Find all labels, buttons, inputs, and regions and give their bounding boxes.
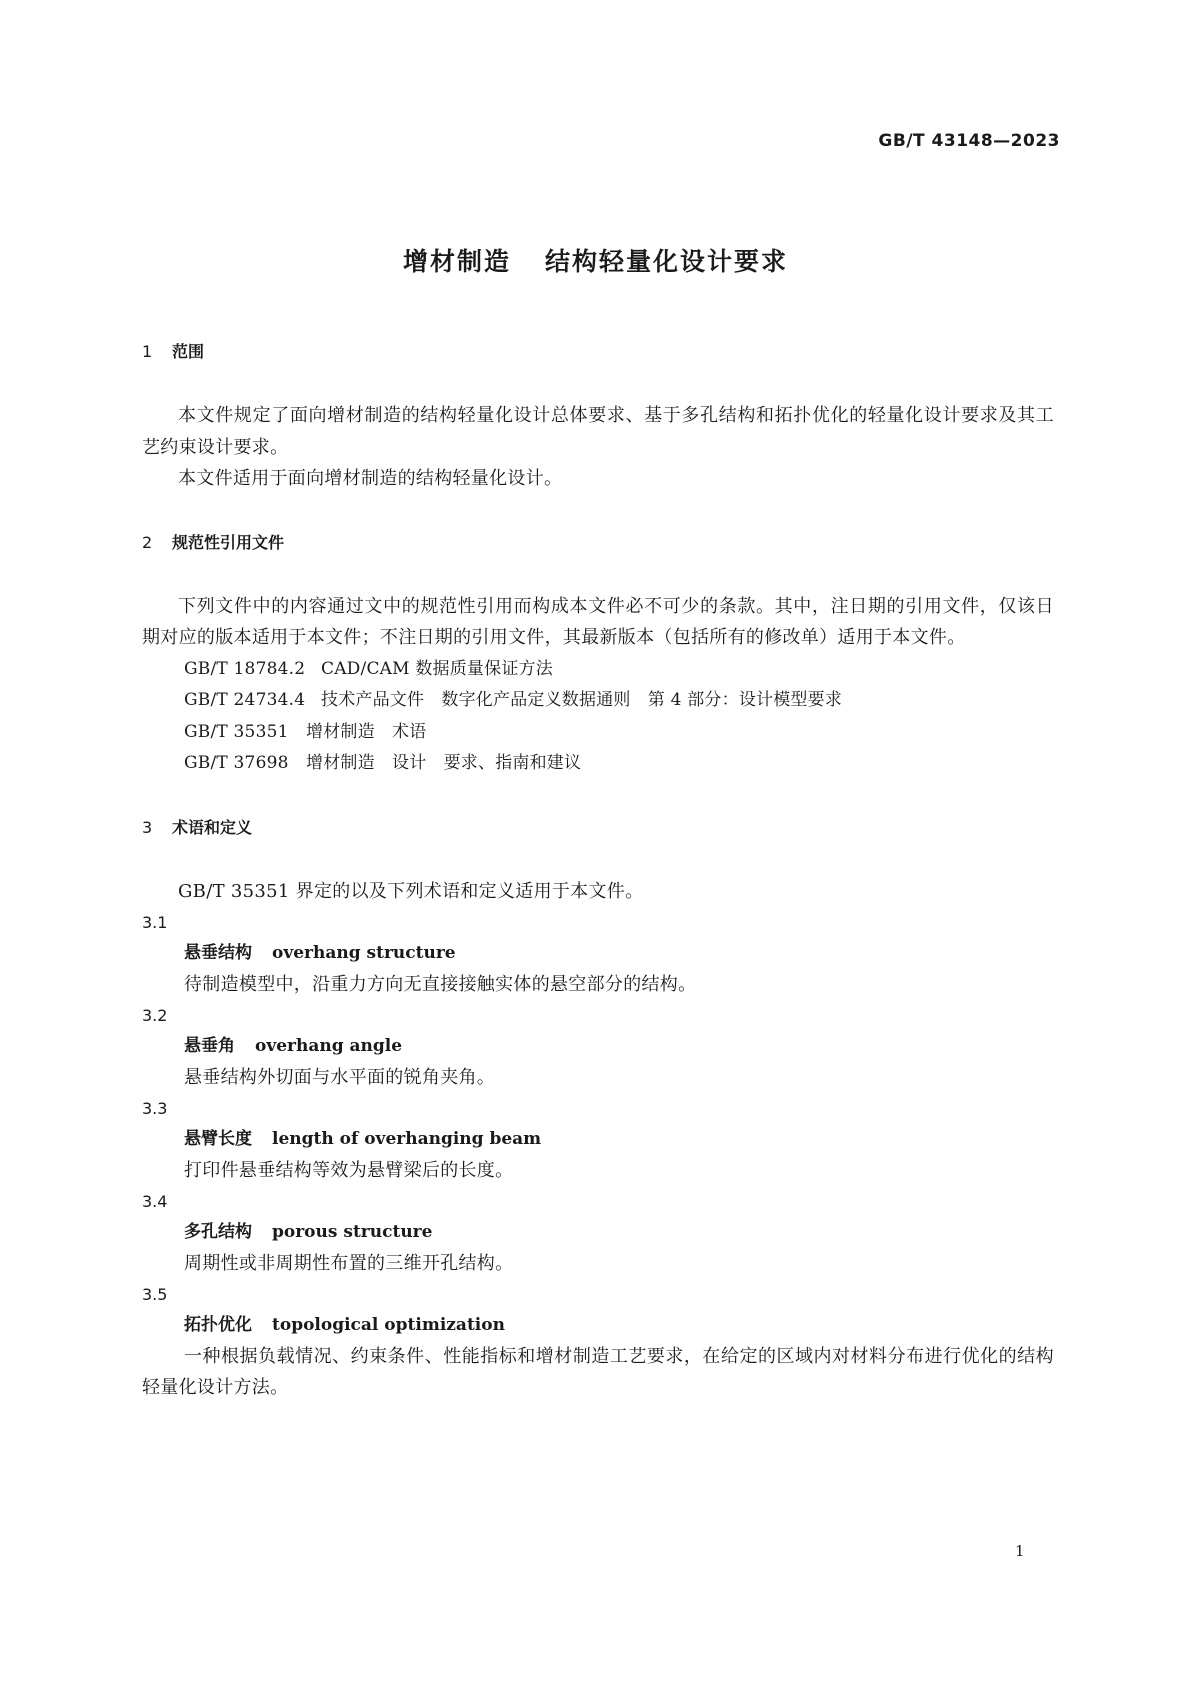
reference-item: GB/T 18784.2 CAD/CAM 数据质量保证方法 xyxy=(184,658,553,679)
section-1-paragraph: 本文件适用于面向增材制造的结构轻量化设计。 xyxy=(178,468,563,489)
term-entry xyxy=(142,1093,1054,1186)
term-number: 3.2 xyxy=(142,1006,168,1025)
section-1-paragraph: 本文件规定了面向增材制造的结构轻量化设计总体要求、基于多孔结构和拓扑优化的轻量化设计要求及其工艺约束设计要求。 xyxy=(142,405,1054,458)
term-heading: 悬垂结构 overhang structure xyxy=(184,943,456,963)
section-1-heading: 1 范围 xyxy=(142,342,205,361)
term-definition: 周期性或非周期性布置的三维开孔结构。 xyxy=(184,1253,514,1274)
term-number: 3.1 xyxy=(142,913,168,932)
term-heading: 悬臂长度 length of overhanging beam xyxy=(184,1129,542,1149)
term-definition: 打印件悬垂结构等效为悬臂梁后的长度。 xyxy=(184,1160,514,1181)
term-number: 3.5 xyxy=(142,1285,168,1304)
term-definition: 一种根据负载情况、约束条件、性能指标和增材制造工艺要求，在给定的区域内对材料分布进行优化的结构轻量化设计方法。 xyxy=(142,1346,1054,1398)
standard-code: GB/T 43148—2023 xyxy=(878,131,1060,151)
document-body xyxy=(142,340,1054,1403)
section-2-heading: 2 规范性引用文件 xyxy=(142,532,285,552)
term-definition: 悬垂结构外切面与水平面的锐角夹角。 xyxy=(184,1067,496,1088)
term-number: 3.3 xyxy=(142,1099,168,1118)
page-number: 1 xyxy=(1015,1542,1025,1560)
reference-item: GB/T 37698 增材制造 设计 要求、指南和建议 xyxy=(184,753,582,773)
term-entry xyxy=(142,1000,1054,1093)
reference-item: GB/T 24734.4 技术产品文件 数字化产品定义数据通则 第 4 部分：设计模型要求 xyxy=(184,690,843,710)
title-part1: 增材制造 xyxy=(402,247,511,276)
section-2-intro: 下列文件中的内容通过文中的规范性引用而构成本文件必不可少的条款。其中，注日期的引用文件，仅该日期对应的版本适用于本文件；不注日期的引用文件，其最新版本（包括所有的修改单）适用于本文件。 xyxy=(142,595,1054,648)
reference-item: GB/T 35351 增材制造 术语 xyxy=(184,721,427,742)
term-heading: 多孔结构 porous structure xyxy=(184,1222,433,1242)
section-3-intro: GB/T 35351 界定的以及下列术语和定义适用于本文件。 xyxy=(178,880,644,902)
term-entry xyxy=(142,1279,1054,1403)
section-3-heading: 3 术语和定义 xyxy=(142,817,253,837)
title-part2: 结构轻量化设计要求 xyxy=(545,247,789,276)
term-entry xyxy=(142,1186,1054,1279)
term-heading: 悬垂角 overhang angle xyxy=(184,1036,403,1056)
term-number: 3.4 xyxy=(142,1192,168,1211)
term-heading: 拓扑优化 topological optimization xyxy=(184,1315,505,1335)
term-entry xyxy=(142,907,1054,1000)
document-title xyxy=(0,242,1191,278)
term-definition: 待制造模型中，沿重力方向无直接接触实体的悬空部分的结构。 xyxy=(184,974,697,995)
